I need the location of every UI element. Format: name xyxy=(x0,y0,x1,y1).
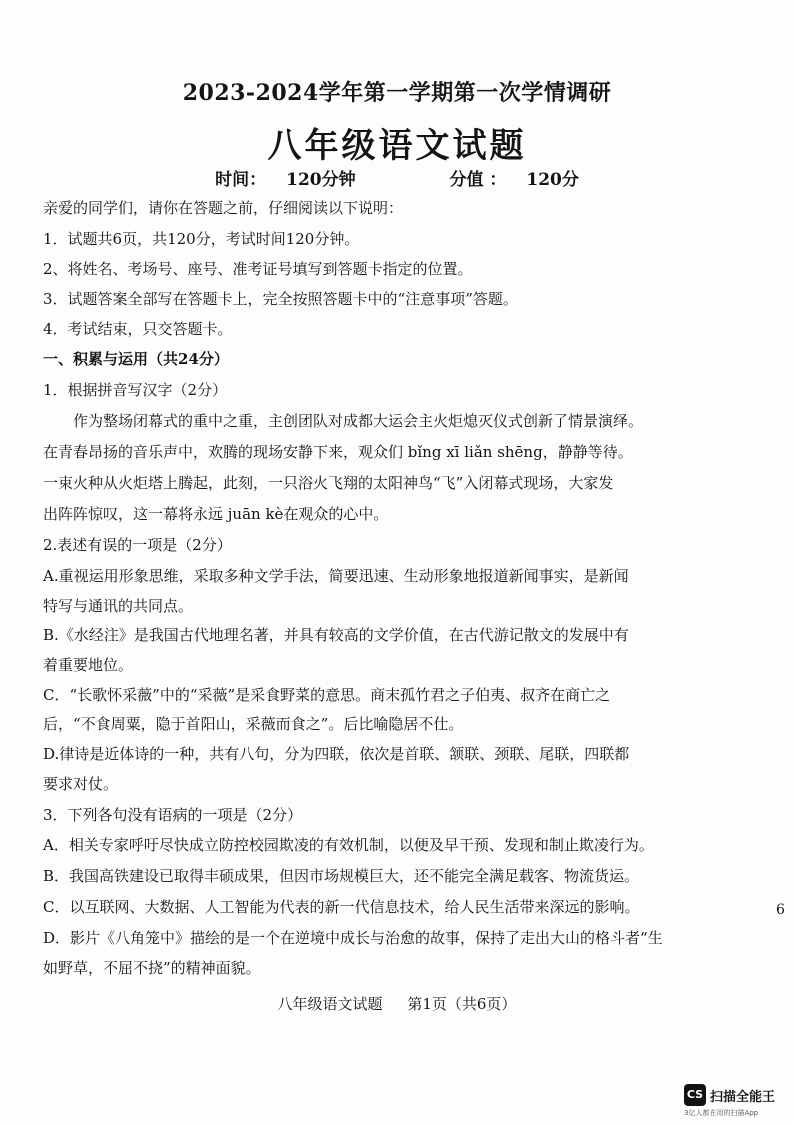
instruction-item: 2、将姓名、考场号、座号、准考证号填写到答题卡指定的位置。 xyxy=(43,260,473,278)
question-2-option-line: 后，“不食周粟，隐于首阳山，采薇而食之”。后比喻隐居不仕。 xyxy=(43,715,464,733)
footer-page-number: 第1页（共6页） xyxy=(407,995,517,1013)
section-heading: 一、积累与运用（共24分） xyxy=(43,350,229,368)
question-2-stem: 2.表述有误的一项是（2分） xyxy=(43,536,232,554)
question-1-passage-line: 一束火种从火炬塔上腾起，此刻，一只浴火飞翔的太阳神鸟“飞”入闭幕式现场，大家发 xyxy=(43,474,614,492)
scanner-watermark xyxy=(684,1082,794,1120)
instructions-intro: 亲爱的同学们，请你在答题之前，仔细阅读以下说明： xyxy=(43,199,404,217)
question-3-stem: 3．下列各句没有语病的一项是（2分） xyxy=(43,806,303,824)
page-footer xyxy=(0,993,794,1014)
question-3-option-line: B．我国高铁建设已取得丰硕成果，但因市场规模巨大，还不能完全满足载客、物流货运。 xyxy=(43,867,640,885)
watermark-tagline: 3亿人都在用的扫描App xyxy=(684,1109,759,1117)
footer-exam-name: 八年级语文试题 xyxy=(277,995,383,1013)
instruction-item: 3．试题答案全部写在答题卡上，完全按照答题卡中的“注意事项”答题。 xyxy=(43,290,518,308)
question-1-passage-line: 作为整场闭幕式的重中之重，主创团队对成都大运会主火炬熄灭仪式创新了情景演绎。 xyxy=(73,412,644,430)
question-2-option-line: 特写与通讯的共同点。 xyxy=(43,597,194,615)
question-3-option-line: C．以互联网、大数据、人工智能为代表的新一代信息技术，给人民生活带来深远的影响。 xyxy=(43,898,640,916)
edge-mark: 6 xyxy=(776,902,785,918)
question-2-option-line: 要求对仗。 xyxy=(43,775,119,793)
question-1-stem: 1．根据拼音写汉字（2分） xyxy=(43,381,228,399)
question-1-passage-line: 出阵阵惊叹，这一幕将永远 juān kè在观众的心中。 xyxy=(43,505,389,523)
score-value: 120分 xyxy=(526,170,579,190)
question-3-option-line: D．影片《八角笼中》描绘的是一个在逆境中成长与治愈的故事，保持了走出大山的格斗者“生 xyxy=(43,929,663,947)
exam-title: 八年级语文试题 xyxy=(267,126,527,166)
time-label: 时间： xyxy=(215,170,267,190)
instruction-item: 1．试题共6页，共120分，考试时间120分钟。 xyxy=(43,230,360,248)
camscanner-logo-icon: CS xyxy=(684,1084,706,1106)
time-value: 120分钟 xyxy=(286,170,356,190)
watermark-app-name: 扫描全能王 xyxy=(710,1090,776,1105)
exam-subtitle: 2023-2024学年第一学期第一次学情调研 xyxy=(182,80,612,106)
exam-meta xyxy=(0,165,794,190)
question-3-option-line: 如野草，不屈不挠”的精神面貌。 xyxy=(43,959,261,977)
question-3-option-line: A．相关专家呼吁尽快成立防控校园欺凌的有效机制，以便及早干预、发现和制止欺凌行为。 xyxy=(43,836,654,854)
score-label: 分值 ： xyxy=(449,170,507,190)
question-2-option-line: A.重视运用形象思维，采取多种文学手法，简要迅速、生动形象地报道新闻事实，是新闻 xyxy=(43,567,629,585)
question-2-option-line: 着重要地位。 xyxy=(43,656,134,674)
question-2-option-line: B.《水经注》是我国古代地理名著，并具有较高的文学价值，在古代游记散文的发展中有 xyxy=(43,626,629,644)
question-1-passage-line: 在青春昂扬的音乐声中，欢腾的现场安静下来，观众们 bǐng xī liǎn shēng，静静等待。 xyxy=(43,443,633,461)
question-2-option-line: C．“长歌怀采薇”中的“采薇”是采食野菜的意思。商末孤竹君之子伯夷、叔齐在商亡之 xyxy=(43,686,611,704)
instruction-item: 4．考试结束，只交答题卡。 xyxy=(43,320,233,338)
question-2-option-line: D.律诗是近体诗的一种，共有八句，分为四联，依次是首联、颔联、颈联、尾联，四联都 xyxy=(43,745,630,763)
